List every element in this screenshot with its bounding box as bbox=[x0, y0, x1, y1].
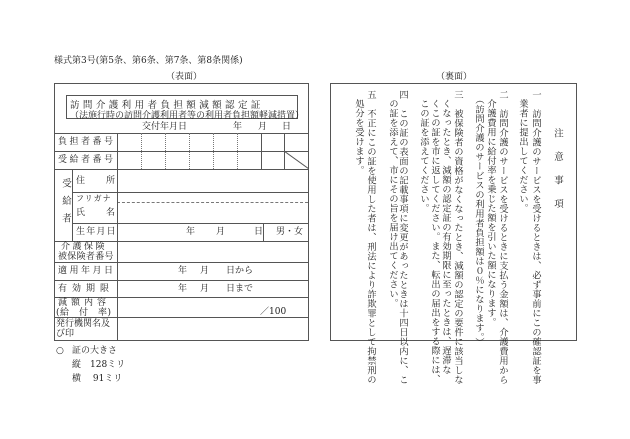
issuer-label: 発行機関名及 bbox=[56, 319, 111, 329]
front-side-label: （表面） bbox=[166, 72, 203, 82]
recipient-number-label: 受給者番号 bbox=[58, 155, 116, 165]
note-1-line-2: 業者に提出してください。 bbox=[517, 99, 528, 213]
card-title: 訪 問 介 護 利 用 者 負 担 額 減 額 認 定 証 bbox=[70, 100, 261, 111]
back-side-label: （裏面） bbox=[436, 72, 473, 82]
note-2-line-1: 二 訪問介護のサービスを受けるときに支払う金額は、介護費用から bbox=[497, 90, 508, 385]
name-label: 氏 名 bbox=[76, 208, 117, 218]
apply-date-label: 適用年月日 bbox=[58, 266, 116, 276]
form-number: 様式第3号(第5条、第6条、第7条、第8条関係) bbox=[54, 56, 243, 66]
issue-day: 日 bbox=[282, 122, 292, 132]
note-3-line-2: くなったとき、減額の認定証の有効期限に至ったときは、遅滞な bbox=[440, 99, 451, 375]
note-4-line-2: の証を添えて、市にその旨を届け出てください。 bbox=[387, 99, 398, 308]
furigana-label: フリガナ bbox=[76, 194, 112, 203]
reduction-value: ／100 bbox=[260, 307, 287, 317]
payer-number-label: 負担者番号 bbox=[58, 137, 116, 147]
diagonal-slash bbox=[284, 151, 309, 170]
apply-suffix: 日から bbox=[226, 266, 254, 276]
note-5-line-1: 五 不正にこの証を使用した者は、刑法により詐欺罪として拘禁刑の bbox=[365, 90, 376, 385]
note-3-line-4: この証を添えてください。 bbox=[418, 99, 429, 213]
birth-month: 月 bbox=[216, 227, 226, 237]
expiry-month: 月 bbox=[200, 284, 210, 294]
reduction-label: 減額内容 bbox=[58, 298, 111, 308]
size-note-width: 横 91ミリ bbox=[72, 374, 123, 384]
issue-month: 月 bbox=[258, 122, 268, 132]
note-1-line-1: 一 訪問介護のサービスを受けるときは、必ず事前にこの確認証を事 bbox=[530, 90, 541, 385]
size-note-height: 縦 128ミリ bbox=[72, 360, 126, 370]
expiry-suffix: 日まで bbox=[226, 284, 254, 294]
note-3-line-3: くこの証を市に返してください。また、転出の届出をする際には、 bbox=[429, 99, 440, 384]
note-4-line-1: 四 この証の表面の記載事項に変更があったときは十四日以内に、こ bbox=[397, 90, 408, 385]
note-2-line-2: 介護費用に給付率を乗じた額を引いた額になります。 bbox=[485, 99, 496, 327]
address-label: 住 所 bbox=[76, 176, 117, 186]
note-5-line-2: 処分を受けます。 bbox=[353, 99, 364, 175]
note-2-line-3: （訪問介護のサービスの利用者負担額は０％になります。） bbox=[473, 95, 484, 347]
notes-title: 注意事項 bbox=[552, 128, 563, 222]
issue-date-label: 交付年月日 bbox=[142, 122, 188, 132]
issuer-label-2: び印 bbox=[56, 329, 75, 339]
recipient-group-label: 受給者 bbox=[60, 178, 71, 231]
note-3-line-1: 三 被保険者の資格がなくなったとき、減額の認定の要件に該当しな bbox=[452, 90, 463, 385]
card-subtitle: （法施行時の訪問介護利用者等の利用者負担額軽減措置） bbox=[70, 111, 305, 121]
birth-year: 年 bbox=[186, 227, 196, 237]
bullet-circle-icon: ○ bbox=[56, 346, 64, 356]
insured-number-label: 被保険者番号 bbox=[58, 252, 114, 262]
size-note-title: 証の大きさ bbox=[72, 346, 118, 356]
benefit-rate-label: (給 付 率) bbox=[56, 308, 112, 318]
apply-year: 年 bbox=[178, 266, 188, 276]
expiry-year: 年 bbox=[178, 284, 188, 294]
gender-value: 男・女 bbox=[276, 227, 304, 237]
issue-year: 年 bbox=[233, 122, 243, 132]
expiry-label: 有効期限 bbox=[58, 284, 115, 294]
birthdate-label: 生年月日 bbox=[76, 227, 117, 237]
birth-day: 日 bbox=[254, 227, 264, 237]
apply-month: 月 bbox=[200, 266, 210, 276]
insurance-label: 介護保険 bbox=[61, 242, 108, 252]
